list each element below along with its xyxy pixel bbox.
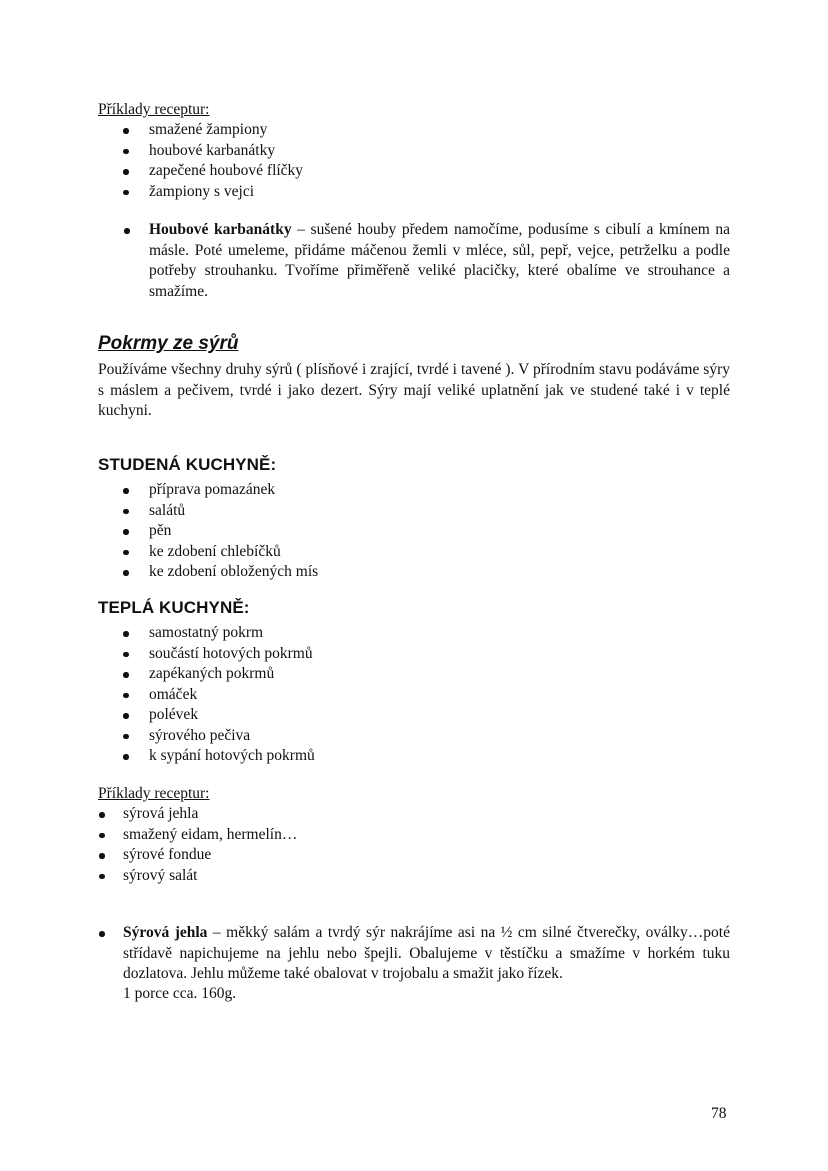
recipe-title: Houbové karbanátky (149, 221, 292, 238)
list-item: žampiony s vejci (149, 182, 303, 203)
list-item: ke zdobení obložených mís (149, 562, 318, 583)
recipe-text: – měkký salám a tvrdý sýr nakrájíme asi na ½ cm silné čtverečky, oválky…poté střídavě napichujeme na jehlu nebo špejli. Obalujeme v těstíčku a smažíme v horkém tuku dozlatova. Jehlu můžeme také obalovat v trojobalu a smažit jako řízek. (123, 924, 730, 982)
list-item: houbové karbanátky (149, 141, 303, 162)
recipe-paragraph (149, 220, 730, 302)
warm-kitchen-heading: TEPLÁ KUCHYNĚ: (98, 598, 250, 617)
warm-kitchen-list (149, 623, 315, 767)
mushroom-examples-list (149, 120, 303, 202)
list-item: zapečené houbové flíčky (149, 161, 303, 182)
page-number: 78 (711, 1105, 727, 1122)
list-item: smažený eidam, hermelín… (123, 825, 297, 846)
list-item: sýrové fondue (123, 845, 297, 866)
cold-kitchen-heading: STUDENÁ KUCHYNĚ: (98, 455, 277, 474)
cold-kitchen-list (149, 480, 318, 583)
recipe-paragraph (123, 923, 730, 985)
bullet-icon (99, 931, 105, 937)
list-item: zapékaných pokrmů (149, 664, 315, 685)
list-item: salátů (149, 501, 318, 522)
section-heading: Pokrmy ze sýrů (98, 333, 239, 354)
list-item: příprava pomazánek (149, 480, 318, 501)
list-item: pěn (149, 521, 318, 542)
bullet-icon (124, 228, 130, 234)
list-item: omáček (149, 685, 315, 706)
list-item: samostatný pokrm (149, 623, 315, 644)
list-item: sýrový salát (123, 866, 297, 887)
portion-text: 1 porce cca. 160g. (123, 985, 237, 1002)
recipe-text: – sušené houby předem namočíme, podusíme s cibulí a kmínem na másle. Poté umeleme, přidáme máčenou žemli v mléce, sůl, pepř, vejce, petrželku a podle potřeby strouhanku. Tvoříme přiměřeně veliké placičky, které obalíme ve strouhance a smažíme. (149, 221, 730, 300)
list-item: k sypání hotových pokrmů (149, 746, 315, 767)
list-item: polévek (149, 705, 315, 726)
recipe-title: Sýrová jehla (123, 924, 208, 941)
list-item: sýrová jehla (123, 804, 297, 825)
examples-label: Příklady receptur: (98, 785, 210, 802)
cheese-intro: Používáme všechny druhy sýrů ( plísňové i zrající, tvrdé i tavené ). V přírodním stavu podáváme sýry s máslem a pečivem, tvrdé i jako dezert. Sýry mají veliké uplatnění jak ve studené také i v teplé kuchyni. (98, 361, 730, 419)
list-item: smažené žampiony (149, 120, 303, 141)
examples-label: Příklady receptur: (98, 101, 210, 118)
list-item: sýrového pečiva (149, 726, 315, 747)
list-item: ke zdobení chlebíčků (149, 542, 318, 563)
list-item: součástí hotových pokrmů (149, 644, 315, 665)
cheese-examples-list (123, 804, 297, 886)
